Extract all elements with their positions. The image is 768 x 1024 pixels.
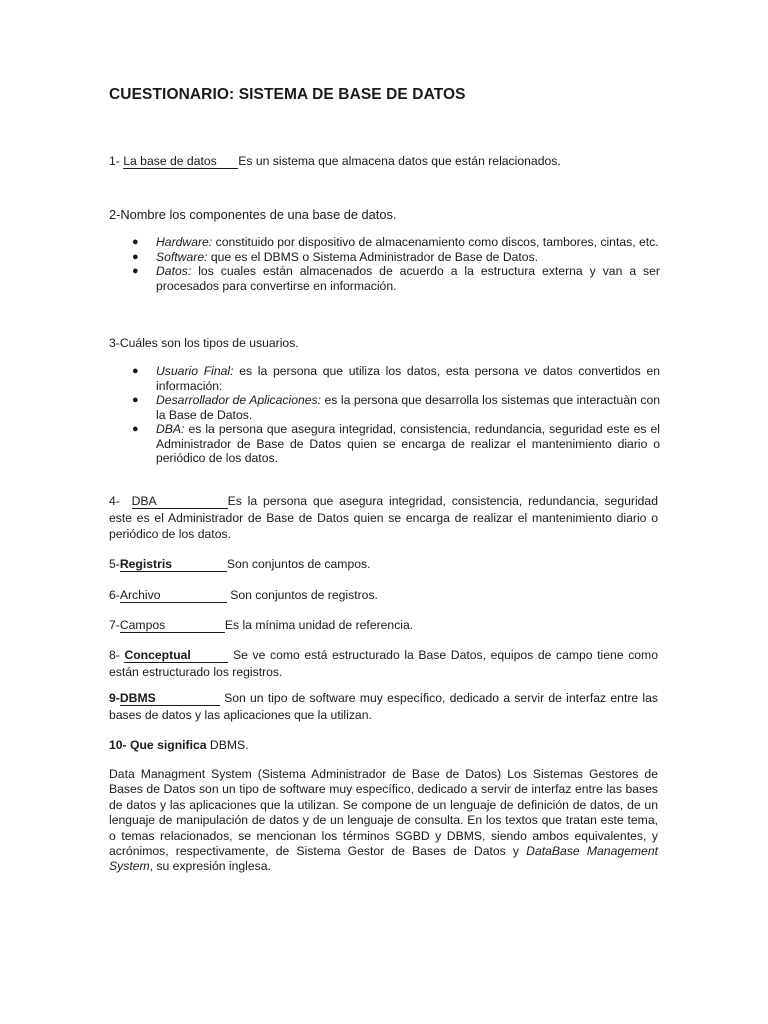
document-title: CUESTIONARIO: SISTEMA DE BASE DE DATOS <box>109 86 466 103</box>
list-item: ● Usuario Final: es la persona que utiliza los datos, esta persona ve datos convertidos en información: <box>132 364 661 393</box>
question-9-answer: DBMS <box>120 692 220 706</box>
bullet-icon: ● <box>132 394 139 406</box>
question-2-heading: 2-Nombre los componentes de una base de datos. <box>109 207 397 222</box>
question-5: 5-Registris Son conjuntos de campos. <box>109 557 371 571</box>
question-8-answer: Conceptual <box>124 649 228 663</box>
question-3-heading: 3-Cuáles son los tipos de usuarios. <box>109 336 299 350</box>
bullet-icon: ● <box>132 250 139 263</box>
question-1-number: 1- <box>109 154 120 168</box>
question-4-text: Es la persona que asegura integridad, consistencia, redundancia, seguridad este es el Administrador de Base de Datos quien se encarga de realizar el mantenimiento diario o periódico de los datos. <box>109 494 658 541</box>
question-4-answer: DBA <box>132 495 228 509</box>
question-3-list <box>130 364 660 466</box>
bullet-icon: ● <box>132 365 139 377</box>
list-item: ● Hardware: constituido por dispositivo de almacenamiento como discos, tambores, cintas, etc. <box>132 235 659 249</box>
question-1-text: Es un sistema que almacena datos que están relacionados. <box>238 154 561 168</box>
question-10-answer: Data Managment System (Sistema Administrador de Base de Datos) Los Sistemas Gestores de Bases de Datos son un tipo de software muy específico, dedicado a servir de interfaz entre las bases de datos y las aplicaciones que la utilizan. Se compone de un lenguaje de definición de datos, de un lenguaje de manipulación de datos y de un lenguaje de consulta. En los textos que tratan este tema, o temas relacionados, se mencionan los términos SGBD y DBMS, siendo ambos equivalentes, y acrónimos, respectivamente, de Sistema Gestor de Bases de Datos y DataBase Management System, su expresión inglesa. <box>109 767 659 874</box>
list-item: ● Datos: los cuales están almacenados de acuerdo a la estructura externa y van a ser procesados para convertirse en información. <box>132 264 660 293</box>
question-9: 9-DBMS Son un tipo de software muy específico, dedicado a servir de interfaz entre las bases de datos y las aplicaciones que la utilizan. <box>109 691 658 722</box>
question-7-answer: Campos <box>120 619 225 633</box>
question-5-answer: Registris <box>120 558 227 572</box>
question-10-heading: 10- Que significa DBMS. <box>109 738 249 752</box>
list-item: ● Desarrollador de Aplicaciones: es la persona que desarrolla los sistemas que interactuàn con la Base de Datos. <box>132 393 661 422</box>
list-item: ● Software: que es el DBMS o Sistema Administrador de Base de Datos. <box>132 249 539 264</box>
question-6: 6-Archivo Son conjuntos de registros. <box>109 588 378 602</box>
question-1-answer: La base de datos <box>123 155 238 169</box>
bullet-icon: ● <box>132 423 139 435</box>
question-4: 4- DBA Es la persona que asegura integridad, consistencia, redundancia, seguridad este es el Administrador de Base de Datos quien se encarga de realizar el mantenimiento diario o periódico de los datos. <box>109 494 658 541</box>
question-8: 8- Conceptual Se ve como está estructurado la Base Datos, equipos de campo tiene como están estructurado los registros. <box>109 648 658 679</box>
bullet-icon: ● <box>132 236 139 248</box>
list-item: ● DBA: es la persona que asegura integridad, consistencia, redundancia, seguridad este es el Administrador de Base de Datos quien se encarga de realizar el mantenimiento diario o periódico de los datos. <box>132 422 660 465</box>
bullet-icon: ● <box>132 265 139 277</box>
question-6-answer: Archivo <box>120 589 227 603</box>
question-1 <box>109 154 561 169</box>
question-7: 7-Campos Es la mínima unidad de referencia. <box>109 618 414 632</box>
question-2-list <box>130 235 660 293</box>
